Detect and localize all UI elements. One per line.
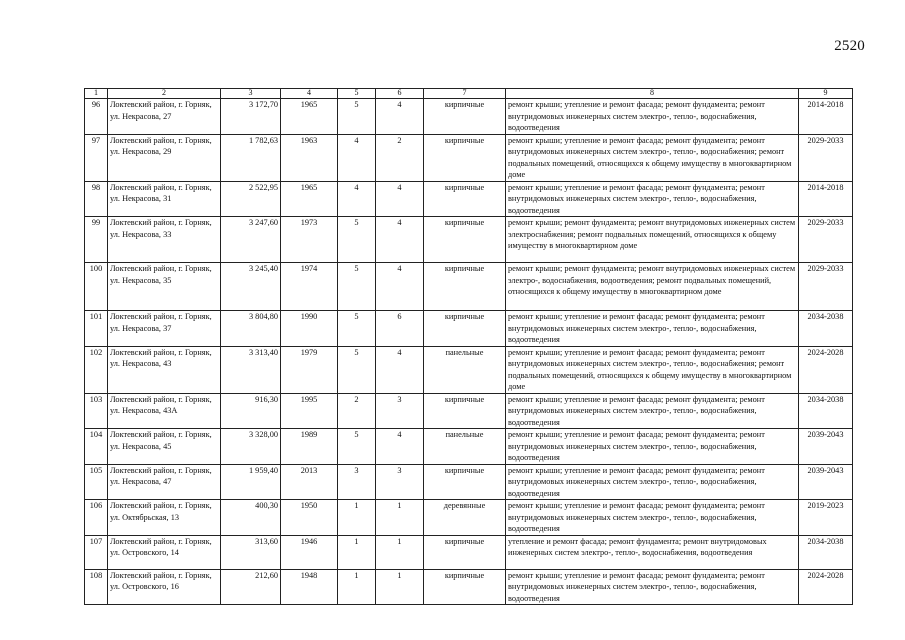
repair-works-cell: ремонт крыши; утепление и ремонт фасада; ремонт фундамента; ремонт внутридомовых инженерных систем электро-, тепло-, водоснабжения, водоотведения [506, 464, 799, 500]
repair-works-cell: ремонт крыши; утепление и ремонт фасада; ремонт фундамента; ремонт внутридомовых инженерных систем электро-, тепло-, водоснабжения; ремонт подвальных помещений, относящихся к общему имуществу в многоквартирном доме [506, 134, 799, 181]
entrances-cell: 1 [376, 500, 424, 536]
repair-period-cell: 2029-2033 [799, 263, 853, 311]
wall-material-cell: кирпичные [424, 217, 506, 263]
area-cell: 3 804,80 [221, 311, 281, 347]
table-row [85, 569, 853, 605]
area-cell: 3 172,70 [221, 99, 281, 135]
table-row [85, 464, 853, 500]
repair-works-cell: ремонт крыши; ремонт фундамента; ремонт внутридомовых инженерных систем электроснабжения; ремонт подвальных помещений, относящихся к общему имуществу в многоквартирном доме [506, 217, 799, 263]
wall-material-cell: деревянные [424, 500, 506, 536]
address-cell: Локтевский район, г. Горняк, ул. Некрасова, 43А [108, 393, 221, 429]
area-cell: 3 245,40 [221, 263, 281, 311]
floors-cell: 5 [338, 429, 376, 465]
entrances-cell: 4 [376, 181, 424, 217]
address-cell: Локтевский район, г. Горняк, ул. Некрасова, 35 [108, 263, 221, 311]
floors-cell: 5 [338, 99, 376, 135]
row-number-cell: 100 [85, 263, 108, 311]
repair-works-cell: ремонт крыши; утепление и ремонт фасада; ремонт фундамента; ремонт внутридомовых инженерных систем электро-, тепло-, водоснабжения, водоотведения [506, 311, 799, 347]
repair-works-cell: ремонт крыши; утепление и ремонт фасада; ремонт фундамента; ремонт внутридомовых инженерных систем электро-, тепло-, водоснабжения, водоотведения [506, 181, 799, 217]
table-row [85, 500, 853, 536]
column-header: 2 [108, 89, 221, 99]
year-built-cell: 1963 [281, 134, 338, 181]
area-cell: 313,60 [221, 535, 281, 569]
address-cell: Локтевский район, г. Горняк, ул. Некрасова, 45 [108, 429, 221, 465]
row-number-cell: 97 [85, 134, 108, 181]
address-cell: Локтевский район, г. Горняк, ул. Некрасова, 33 [108, 217, 221, 263]
row-number-cell: 105 [85, 464, 108, 500]
entrances-cell: 3 [376, 464, 424, 500]
repair-period-cell: 2029-2033 [799, 134, 853, 181]
column-number-row [85, 89, 853, 99]
year-built-cell: 1995 [281, 393, 338, 429]
table-row [85, 393, 853, 429]
entrances-cell: 6 [376, 311, 424, 347]
row-number-cell: 103 [85, 393, 108, 429]
row-number-cell: 98 [85, 181, 108, 217]
address-cell: Локтевский район, г. Горняк, ул. Некрасова, 29 [108, 134, 221, 181]
floors-cell: 3 [338, 464, 376, 500]
floors-cell: 1 [338, 569, 376, 605]
entrances-cell: 3 [376, 393, 424, 429]
area-cell: 3 313,40 [221, 346, 281, 393]
repair-works-cell: ремонт крыши; утепление и ремонт фасада; ремонт фундамента; ремонт внутридомовых инженерных систем электро-, тепло-, водоснабжения, водоотведения [506, 429, 799, 465]
address-cell: Локтевский район, г. Горняк, ул. Островского, 14 [108, 535, 221, 569]
floors-cell: 1 [338, 500, 376, 536]
address-cell: Локтевский район, г. Горняк, ул. Некрасова, 27 [108, 99, 221, 135]
floors-cell: 5 [338, 217, 376, 263]
row-number-cell: 96 [85, 99, 108, 135]
wall-material-cell: панельные [424, 346, 506, 393]
row-number-cell: 104 [85, 429, 108, 465]
wall-material-cell: панельные [424, 429, 506, 465]
area-cell: 916,30 [221, 393, 281, 429]
year-built-cell: 1965 [281, 181, 338, 217]
repair-period-cell: 2034-2038 [799, 393, 853, 429]
area-cell: 1 959,40 [221, 464, 281, 500]
repair-period-cell: 2039-2043 [799, 429, 853, 465]
wall-material-cell: кирпичные [424, 311, 506, 347]
year-built-cell: 1948 [281, 569, 338, 605]
row-number-cell: 102 [85, 346, 108, 393]
floors-cell: 5 [338, 311, 376, 347]
entrances-cell: 4 [376, 99, 424, 135]
year-built-cell: 2013 [281, 464, 338, 500]
row-number-cell: 108 [85, 569, 108, 605]
page-number: 2520 [834, 38, 865, 54]
wall-material-cell: кирпичные [424, 181, 506, 217]
row-number-cell: 99 [85, 217, 108, 263]
wall-material-cell: кирпичные [424, 263, 506, 311]
table-row [85, 535, 853, 569]
table-row [85, 429, 853, 465]
floors-cell: 4 [338, 134, 376, 181]
entrances-cell: 4 [376, 429, 424, 465]
area-cell: 3 328,00 [221, 429, 281, 465]
column-header: 8 [506, 89, 799, 99]
repair-period-cell: 2034-2038 [799, 311, 853, 347]
area-cell: 400,30 [221, 500, 281, 536]
entrances-cell: 4 [376, 263, 424, 311]
address-cell: Локтевский район, г. Горняк, ул. Островского, 16 [108, 569, 221, 605]
column-header: 5 [338, 89, 376, 99]
table-row [85, 217, 853, 263]
repair-works-cell: утепление и ремонт фасада; ремонт фундамента; ремонт внутридомовых инженерных систем электро-, тепло-, водоснабжения, водоотведения [506, 535, 799, 569]
address-cell: Локтевский район, г. Горняк, ул. Некрасова, 43 [108, 346, 221, 393]
table-body [85, 99, 853, 605]
table-row [85, 311, 853, 347]
repair-period-cell: 2039-2043 [799, 464, 853, 500]
entrances-cell: 4 [376, 217, 424, 263]
address-cell: Локтевский район, г. Горняк, ул. Некрасова, 47 [108, 464, 221, 500]
floors-cell: 1 [338, 535, 376, 569]
wall-material-cell: кирпичные [424, 393, 506, 429]
year-built-cell: 1990 [281, 311, 338, 347]
column-header: 1 [85, 89, 108, 99]
repair-period-cell: 2029-2033 [799, 217, 853, 263]
year-built-cell: 1989 [281, 429, 338, 465]
entrances-cell: 1 [376, 535, 424, 569]
table-row [85, 134, 853, 181]
table-row [85, 346, 853, 393]
repair-period-cell: 2014-2018 [799, 181, 853, 217]
table-row [85, 99, 853, 135]
repair-period-cell: 2024-2028 [799, 569, 853, 605]
column-header: 9 [799, 89, 853, 99]
column-header: 4 [281, 89, 338, 99]
floors-cell: 5 [338, 263, 376, 311]
repair-works-cell: ремонт крыши; утепление и ремонт фасада; ремонт фундамента; ремонт внутридомовых инженерных систем электро-, тепло-, водоснабжения, водоотведения [506, 99, 799, 135]
row-number-cell: 101 [85, 311, 108, 347]
year-built-cell: 1974 [281, 263, 338, 311]
table-row [85, 181, 853, 217]
entrances-cell: 4 [376, 346, 424, 393]
year-built-cell: 1973 [281, 217, 338, 263]
year-built-cell: 1965 [281, 99, 338, 135]
table-row [85, 263, 853, 311]
year-built-cell: 1946 [281, 535, 338, 569]
address-cell: Локтевский район, г. Горняк, ул. Некрасова, 31 [108, 181, 221, 217]
repair-period-cell: 2034-2038 [799, 535, 853, 569]
address-cell: Локтевский район, г. Горняк, ул. Некрасова, 37 [108, 311, 221, 347]
area-cell: 3 247,60 [221, 217, 281, 263]
year-built-cell: 1950 [281, 500, 338, 536]
row-number-cell: 106 [85, 500, 108, 536]
address-cell: Локтевский район, г. Горняк, ул. Октябрьская, 13 [108, 500, 221, 536]
entrances-cell: 2 [376, 134, 424, 181]
repair-works-cell: ремонт крыши; утепление и ремонт фасада; ремонт фундамента; ремонт внутридомовых инженерных систем электро-, тепло-, водоснабжения; ремонт подвальных помещений, относящихся к общему имуществу в многоквартирном доме [506, 346, 799, 393]
column-header: 7 [424, 89, 506, 99]
column-header: 3 [221, 89, 281, 99]
floors-cell: 5 [338, 346, 376, 393]
floors-cell: 2 [338, 393, 376, 429]
housing-registry-table [84, 88, 853, 605]
repair-period-cell: 2014-2018 [799, 99, 853, 135]
column-header: 6 [376, 89, 424, 99]
repair-period-cell: 2019-2023 [799, 500, 853, 536]
wall-material-cell: кирпичные [424, 569, 506, 605]
repair-works-cell: ремонт крыши; утепление и ремонт фасада; ремонт фундамента; ремонт внутридомовых инженерных систем электро-, тепло-, водоснабжения, водоотведения [506, 500, 799, 536]
area-cell: 1 782,63 [221, 134, 281, 181]
year-built-cell: 1979 [281, 346, 338, 393]
wall-material-cell: кирпичные [424, 134, 506, 181]
repair-works-cell: ремонт крыши; утепление и ремонт фасада; ремонт фундамента; ремонт внутридомовых инженерных систем электро-, тепло-, водоснабжения, водоотведения [506, 393, 799, 429]
area-cell: 212,60 [221, 569, 281, 605]
row-number-cell: 107 [85, 535, 108, 569]
area-cell: 2 522,95 [221, 181, 281, 217]
repair-works-cell: ремонт крыши; утепление и ремонт фасада; ремонт фундамента; ремонт внутридомовых инженерных систем электро-, тепло-, водоснабжения, водоотведения [506, 569, 799, 605]
repair-period-cell: 2024-2028 [799, 346, 853, 393]
entrances-cell: 1 [376, 569, 424, 605]
wall-material-cell: кирпичные [424, 99, 506, 135]
repair-works-cell: ремонт крыши; ремонт фундамента; ремонт внутридомовых инженерных систем электро-, водоснабжения, водоотведения; ремонт подвальных помещений, относящихся к общему имуществу в многоквартирном доме [506, 263, 799, 311]
floors-cell: 4 [338, 181, 376, 217]
wall-material-cell: кирпичные [424, 464, 506, 500]
wall-material-cell: кирпичные [424, 535, 506, 569]
